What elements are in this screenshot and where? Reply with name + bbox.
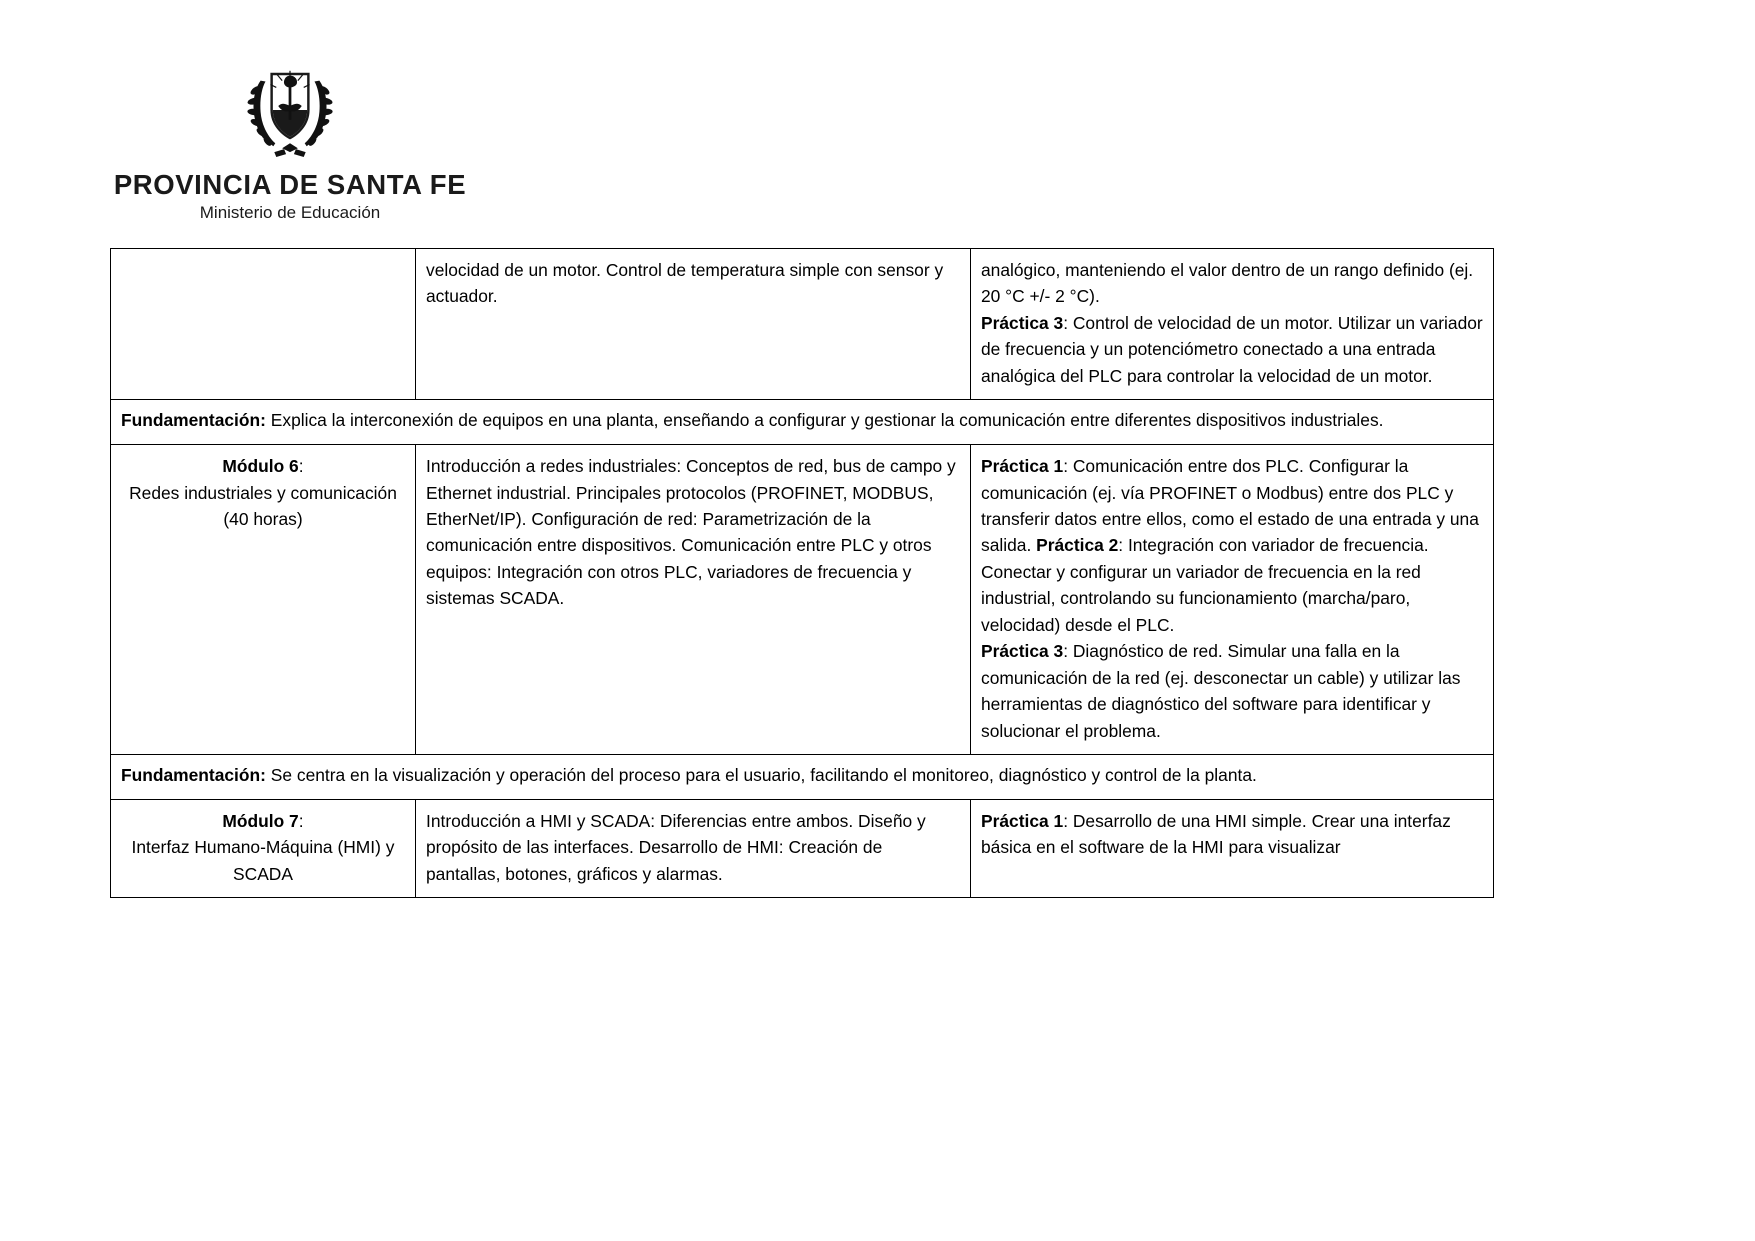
practice-text: : Desarrollo de una HMI simple. Crear una interfaz básica en el software de la HMI para visualizar — [981, 810, 1451, 858]
content-paragraph: Introducción a redes industriales: Conceptos de red, bus de campo y Ethernet industrial. Principales protocolos (PROFINET, MODBUS, EtherNet/IP). Configuración de red: Parametrización de la comunicación entre dispositivos. Comunicación entre PLC y otros equipos: Integración con otros PLC, variadores de frecuencia y sistemas SCADA. — [426, 456, 956, 609]
curriculum-table — [110, 248, 1494, 898]
module-colon: : — [298, 810, 304, 831]
table-row — [111, 799, 1494, 897]
contents-cell — [416, 799, 971, 897]
table-row — [111, 445, 1494, 755]
fundamentacion-text: Explica la interconexión de equipos en una planta, enseñando a configurar y gestionar la comunicación entre diferentes dispositivos industriales. — [265, 410, 1384, 431]
module-number: Módulo 7 — [222, 810, 299, 831]
practice-label: Práctica 3 — [981, 312, 1064, 333]
module-number: Módulo 6 — [222, 456, 299, 477]
practice-item — [981, 638, 1483, 744]
practice-label-2: Práctica 2 — [1036, 535, 1119, 556]
practice-label: Práctica 1 — [981, 456, 1064, 477]
practice-item — [981, 808, 1483, 861]
content-paragraph: velocidad de un motor. Control de temperatura simple con sensor y actuador. — [426, 260, 944, 307]
ministry-subtitle: Ministerio de Educación — [199, 203, 381, 222]
practices-cell — [971, 249, 1494, 400]
practice-text: : Diagnóstico de red. Simular una falla en la comunicación de la red (ej. desconectar un cable) y utilizar las herramientas de diagnóstico del software para identificar y solucionar el problema. — [981, 641, 1461, 741]
module-name: Redes industriales y comunicación — [129, 482, 397, 503]
module-cell — [111, 799, 416, 897]
practices-cell — [971, 799, 1494, 897]
module-heading — [121, 808, 405, 834]
module-colon: : — [298, 456, 304, 477]
santa-fe-crest-icon — [241, 55, 339, 163]
module-heading — [121, 453, 405, 479]
document-header — [110, 55, 470, 230]
table-row-fundamentacion — [111, 755, 1494, 800]
fundamentacion-text: Se centra en la visualización y operación del proceso para el usuario, facilitando el monitoreo, diagnóstico y control de la planta. — [265, 765, 1257, 786]
fundamentacion-cell — [111, 755, 1494, 800]
contents-cell — [416, 445, 971, 755]
practice-text: : Control de velocidad de un motor. Utilizar un variador de frecuencia y un potenciómetro conectado a una entrada analógica del PLC para controlar la velocidad de un motor. — [981, 312, 1483, 386]
module-hours: (40 horas) — [223, 509, 303, 530]
practice-item — [981, 453, 1483, 638]
fundamentacion-cell — [111, 400, 1494, 445]
crest-container — [110, 55, 470, 163]
practice-label: Práctica 1 — [981, 810, 1064, 831]
fundamentacion-label: Fundamentación: — [121, 410, 266, 431]
content-paragraph: Introducción a HMI y SCADA: Diferencias entre ambos. Diseño y propósito de las interfaces. Desarrollo de HMI: Creación de pantallas, botones, gráficos y alarmas. — [426, 810, 926, 884]
module-cell — [111, 445, 416, 755]
module-cell — [111, 249, 416, 400]
practice-label: Práctica 3 — [981, 641, 1064, 662]
practice-text-2: : Integración con variador de frecuencia. Conectar y configurar un variador de frecuencia en la red industrial, controlando su funcionamiento (marcha/paro, velocidad) desde el PLC. — [981, 535, 1429, 635]
province-title: PROVINCIA DE SANTA FE — [113, 169, 467, 200]
table-row-fundamentacion — [111, 400, 1494, 445]
practice-continuation: analógico, manteniendo el valor dentro de un rango definido (ej. 20 °C +/- 2 °C). — [981, 260, 1474, 307]
table-row — [111, 249, 1494, 400]
contents-cell — [416, 249, 971, 400]
practice-item — [981, 310, 1483, 389]
practice-text: : Comunicación entre dos PLC. Configurar la comunicación (ej. vía PROFINET o Modbus) entre dos PLC y transferir datos entre ellos, como el estado de una entrada y una salida. — [981, 456, 1479, 556]
practices-cell — [971, 445, 1494, 755]
fundamentacion-label: Fundamentación: — [121, 765, 266, 786]
module-name: Interfaz Humano-Máquina (HMI) y SCADA — [131, 837, 395, 884]
